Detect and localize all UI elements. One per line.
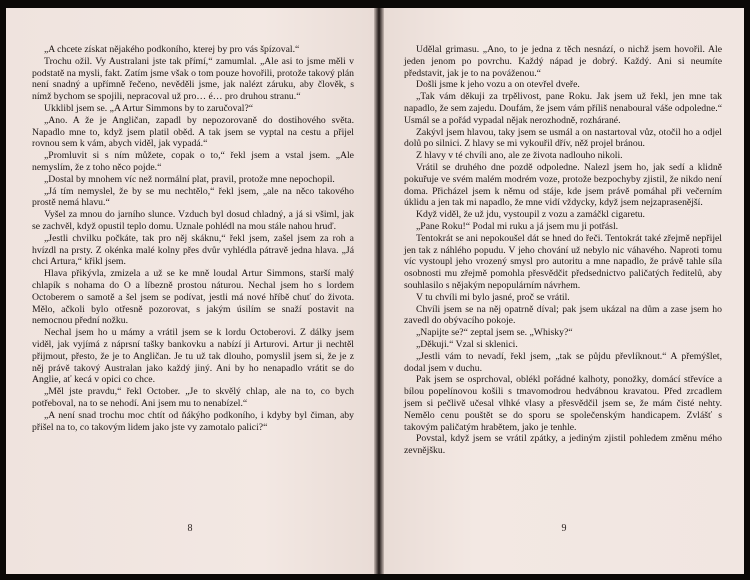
right-page [384,8,744,574]
paragraph: „Já tím nemyslel, že by se mu nechtělo,“ řekl jsem, „ale na něco takového prostě nemá hlavu.“ [32,185,354,209]
paragraph: „A chcete získat nějakého podkoního, kterej by pro vás špízoval.“ [44,44,300,55]
paragraph: „Ano. A že je Angličan, zapadl by nepozorovaně do dostihového světa. Napadlo mne to, když jsem platil oběd. A tak jsem se vyptal na cestu a přijel rovnou sem k vám, abych viděl, jak vypadá.“ [32,114,354,150]
paragraph: „Pane Roku!“ Podal mi ruku a já jsem mu ji potřásl. [416,220,619,232]
paragraph: „Tak vám děkuji za trpělivost, pane Roku. Jak jsem už řekl, jen mne tak napadlo, že sem zajedu. Doufám, že jsem vám příliš nenaboural váše odpoledne.“ Usmál se a pořád vypadal nějak nerozhodně, rozhárané. [404,91,722,126]
paragraph: Udělal grimasu. „Ano, to je jedna z těch nesnází, o nichž jsem hovořil. Ale jeden jenom po povrchu. Každý nápad je dobrý. Každý. Ani si neumíte představit, jak je to na pováženou.“ [404,44,722,79]
paragraph: „Promluvit si s ním můžete, copak o to,“ řekl jsem a vstal jsem. „Ale nemyslím, že z toho něco pojde.“ [32,150,354,173]
paragraph: Došli jsme k jeho vozu a on otevřel dveře. [416,79,580,91]
paragraph: Ukklibl jsem se. „A Artur Simmons by to zaručoval?“ [44,102,254,114]
paragraph: „Jestli vám to nevadí, řekl jsem, „tak se půjdu převlíknout.“ A přemýšlet, dodal jsem v duchu. [404,350,722,374]
page-number: 9 [561,523,567,534]
paragraph: Trochu ožil. Vy Australani jste tak přímí,“ zamumlal. „Ale asi to jsme měli v podstatě na mysli, fakt. Zatím jsme však o tom pouze hovořili, protože takový plán není snadný a upřímně řečeno, nevěděli jsme, jak nalézt záruku, aby člověk, s nímž bychom se spojili, nepracoval už pro… é… pro druhou stranu.“ [32,55,354,103]
paragraph: Zakývl jsem hlavou, taky jsem se usmál a on nastartoval vůz, otočil ho a odjel dolů po silnici. Z hlavy se mi vykouřil dřív, něž projel bránou. [404,126,722,150]
paragraph: Pak jsem se osprchoval, oblékl pořádné kalhoty, ponožky, domácí střevíce a bílou popelínovou košili s tmavomodrou hedvábnou kravatou. Před zrcadlem jsem si pečlivě učesal vlhké vlasy a přesvědčil jsem se, že mám čisté nehty. Nemělo cenu pouštět se do sporu se společenským handicapem. Zvlášť s takovým paličatým hrabětem, jako je tenhle. [404,374,722,433]
paragraph: Vyšel za mnou do jarního slunce. Vzduch byl dosud chladný, a já si všiml, jak se zachvěl, když opustil teplo domu. Uznale pohlédl na mou stále nahou hruď. [32,209,354,232]
paragraph: „Napijte se?“ zeptal jsem se. „Whisky?“ [416,327,573,339]
paragraph: Tentokrát se ani nepokoušel dát se hned do řeči. Tentokrát také zřejmě nepřijel jen tak z náhlého popudu. V jeho chování už nebylo nic váhavého. Naproti tomu víc vystoupl jeho vrozený smysl pro autoritu a mne napadlo, že právě tahle síla osobnosti mu zřejmě pomohla přesvědčit předsednictvo paličatých ředitelů, aby souhlasilo s nějakým nepopulárním návrhem. [404,232,722,291]
page-number: 8 [187,523,193,534]
book-spread [4,4,746,576]
paragraph: V tu chvíli mi bylo jasné, proč se vrátil. [416,291,570,303]
paragraph: Když viděl, že už jdu, vystoupil z vozu a zamáčkl cigaretu. [416,209,645,221]
paragraph: „Měl jste pravdu,“ řekl October. „Je to skvělý chlap, ale na to, co bych potřeboval, na to se nehodí. Ani jsem mu to nenabízel.“ [32,386,354,409]
paragraph: Z hlavy v té chvíli ano, ale ze života nadlouho nikoli. [416,150,623,162]
paragraph: Chvíli jsem se na něj opatrně díval; pak jsem ukázal na dům a zase jsem ho zavedl do obývacího pokoje. [404,303,722,327]
paragraph: Povstal, když jsem se vrátil zpátky, a jediným zjistil pohledem změnu mého zevnějšku. [404,433,722,457]
left-page [6,8,374,574]
paragraph: „A není snad trochu moc chtít od ňákýho podkoního, i kdyby byl čiman, aby přišel na to, co takovým lidem jako jste vy zamotalo palici?“ [32,409,354,433]
paragraph: Nechal jsem ho u mámy a vrátil jsem se k lordu Octoberovi. Z dálky jsem viděl, jak vyjímá z náprsní tašky bankovku a nabízí ji Arturovi. Artur ji nechtěl přijmout, přesto, že je to Angličan. Je tu už tak dlouho, pomyslil jsem si, že je z něj právě takový Australan jako každý jiný. Ani by ho nenapadlo vrátit se do Anglie, ať kecá v opici co chce. [32,327,354,386]
paragraph: Hlava přikývla, zmizela a už se ke mně loudal Artur Simmons, starší malý chlapík s nohama do O a líbezně prostou náturou. Nechal jsem ho s lordem Octoberem o samotě a šel jsem se podívat, jestli má nové hříbě chuť do života. Mělo, ačkoli bylo otřesně pozorovat, s jakým úsilím se snaží postavit na nemocnou přední nožku. [32,268,354,327]
paragraph: „Jestli chvilku počkáte, tak pro něj skáknu,“ řekl jsem, zašel jsem za roh a hvízdl na prsty. Z okénka malé kolny přes dvůr vyhlédla pátravě jedna hlava. „Já chci Artura,“ křikl jsem. [32,232,354,268]
left-page-text [32,44,354,433]
paragraph: Vrátil se druhého dne pozdě odpoledne. Nalezl jsem ho, jak sedí a klidně pokuřuje ve svém malém modrém voze, protože bezpochyby zjistil, že nikdo není doma. Přicházel jsem k němu od stáje, kde jsem právě pomáhal při večerním úklidu a jen tak mi napadlo, že mne vidí vždycky, když jsem nejzaprasenější. [404,161,722,209]
book-gutter [374,8,384,574]
paragraph: „Děkuji.“ Vzal si sklenici. [416,338,518,350]
paragraph: „Dostal by mnohem víc než normální plat, pravil, protože mne nepochopil. [44,173,335,185]
right-page-text [404,44,722,457]
